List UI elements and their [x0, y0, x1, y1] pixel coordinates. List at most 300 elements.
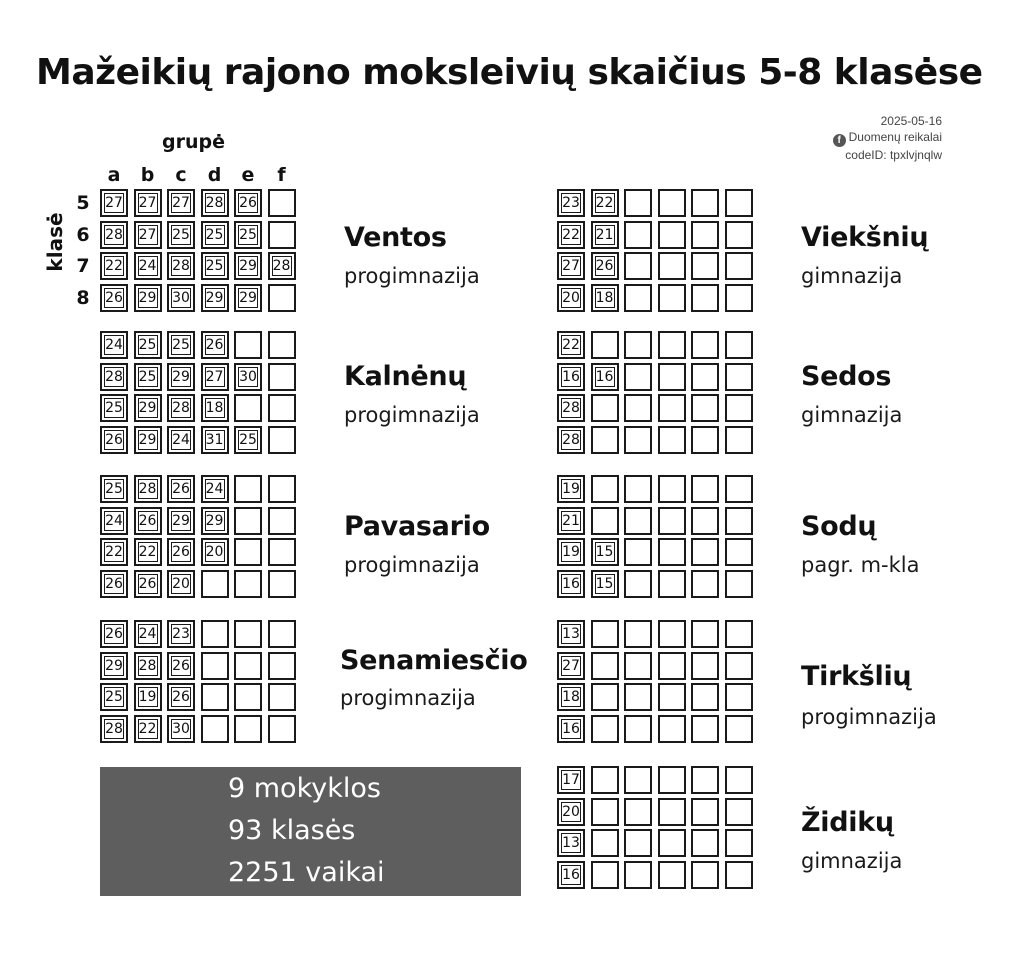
class-cell — [557, 798, 585, 826]
student-count: 28 — [138, 657, 157, 674]
school-type: gimnazija — [801, 403, 903, 427]
class-cell — [134, 331, 162, 359]
student-count: 22 — [562, 226, 580, 243]
class-cell — [591, 394, 619, 422]
group-letter-c: c — [175, 164, 187, 186]
class-cell — [167, 284, 195, 312]
class-number-6: 6 — [76, 223, 90, 246]
class-cell — [167, 620, 195, 648]
class-cell — [201, 715, 229, 743]
student-count: 27 — [562, 657, 580, 674]
credits-source-line[interactable] — [833, 129, 942, 147]
class-cell — [691, 189, 719, 217]
class-cell — [624, 221, 652, 249]
student-count: 26 — [172, 689, 190, 705]
school-name: Ventos — [344, 222, 447, 253]
credits — [833, 113, 942, 163]
class-cell — [624, 538, 652, 566]
class-cell — [725, 683, 753, 711]
student-count: 31 — [205, 431, 224, 448]
class-cell — [624, 284, 652, 312]
class-cell — [134, 284, 162, 312]
class-cell — [201, 475, 229, 503]
class-cell — [624, 652, 652, 680]
school-name: Tirkšlių — [801, 661, 912, 692]
student-count: 29 — [138, 400, 157, 416]
class-cell — [201, 284, 229, 312]
class-cell — [201, 252, 229, 280]
class-cell — [134, 715, 162, 743]
class-cell — [658, 331, 686, 359]
class-cell — [201, 331, 229, 359]
class-cell — [725, 507, 753, 535]
facebook-icon: f — [833, 134, 846, 147]
class-cell — [591, 331, 619, 359]
class-cell — [100, 570, 128, 598]
class-cell — [234, 683, 262, 711]
class-cell — [725, 766, 753, 794]
class-cell — [134, 538, 162, 566]
page-title: Mažeikių rajono moksleivių skaičius 5-8 klasėse — [36, 52, 983, 93]
class-cell — [591, 652, 619, 680]
student-count: 28 — [105, 720, 123, 737]
class-cell — [234, 475, 262, 503]
class-cell — [658, 683, 686, 711]
student-count: 22 — [138, 720, 157, 737]
summary-schools: 9 mokyklos — [228, 773, 381, 804]
class-cell — [691, 683, 719, 711]
school-type: progimnazija — [344, 403, 480, 427]
student-count: 20 — [562, 289, 580, 306]
student-count: 27 — [105, 195, 123, 211]
class-cell — [591, 829, 619, 857]
student-count: 28 — [172, 400, 190, 416]
class-cell — [725, 861, 753, 889]
class-cell — [100, 538, 128, 566]
student-count: 28 — [272, 258, 291, 274]
class-cell — [591, 475, 619, 503]
class-cell — [268, 683, 296, 711]
student-count: 16 — [562, 575, 580, 592]
class-cell — [201, 652, 229, 680]
student-count: 29 — [138, 289, 157, 306]
class-cell — [100, 475, 128, 503]
class-cell — [268, 570, 296, 598]
class-cell — [725, 252, 753, 280]
school-name: Kalnėnų — [344, 361, 467, 392]
class-cell — [691, 861, 719, 889]
class-cell — [268, 331, 296, 359]
student-count: 28 — [172, 258, 190, 274]
student-count: 15 — [595, 575, 614, 592]
class-cell — [691, 570, 719, 598]
class-cell — [268, 475, 296, 503]
class-cell — [591, 861, 619, 889]
school-type: progimnazija — [344, 553, 480, 577]
class-cell — [725, 394, 753, 422]
student-count: 23 — [562, 195, 580, 211]
class-cell — [557, 620, 585, 648]
class-cell — [100, 331, 128, 359]
class-cell — [167, 683, 195, 711]
student-count: 25 — [138, 337, 157, 353]
class-cell — [624, 331, 652, 359]
class-cell — [624, 683, 652, 711]
class-cell — [658, 426, 686, 454]
class-cell — [167, 538, 195, 566]
class-cell — [167, 363, 195, 391]
student-count: 26 — [172, 481, 190, 497]
class-cell — [658, 475, 686, 503]
class-cell — [725, 652, 753, 680]
class-cell — [658, 394, 686, 422]
class-cell — [268, 538, 296, 566]
class-cell — [557, 766, 585, 794]
student-count: 26 — [105, 289, 123, 306]
student-count: 17 — [562, 772, 580, 788]
class-cell — [134, 426, 162, 454]
student-count: 20 — [205, 544, 224, 560]
student-count: 26 — [105, 626, 123, 642]
class-cell — [167, 221, 195, 249]
class-cell — [167, 570, 195, 598]
class-cell — [167, 715, 195, 743]
class-cell — [557, 284, 585, 312]
class-cell — [624, 766, 652, 794]
class-cell — [591, 798, 619, 826]
class-cell — [557, 394, 585, 422]
class-cell — [725, 475, 753, 503]
class-cell — [268, 652, 296, 680]
class-cell — [658, 252, 686, 280]
class-cell — [691, 394, 719, 422]
class-cell — [557, 363, 585, 391]
class-cell — [234, 221, 262, 249]
student-count: 22 — [138, 544, 157, 560]
class-cell — [658, 363, 686, 391]
class-cell — [134, 189, 162, 217]
class-cell — [658, 861, 686, 889]
student-count: 28 — [138, 481, 157, 497]
class-cell — [234, 538, 262, 566]
class-cell — [658, 620, 686, 648]
class-number-7: 7 — [76, 255, 90, 277]
class-cell — [691, 766, 719, 794]
class-cell — [100, 363, 128, 391]
class-cell — [658, 570, 686, 598]
class-cell — [268, 394, 296, 422]
class-cell — [557, 538, 585, 566]
student-count: 22 — [562, 337, 580, 353]
class-cell — [691, 538, 719, 566]
school-name: Sedos — [801, 361, 892, 392]
student-count: 27 — [205, 368, 224, 385]
class-cell — [167, 426, 195, 454]
school-name: Sodų — [801, 511, 877, 542]
student-count: 24 — [138, 626, 157, 642]
class-cell — [134, 570, 162, 598]
student-count: 28 — [562, 431, 580, 448]
student-count: 29 — [205, 512, 224, 529]
class-cell — [201, 507, 229, 535]
class-cell — [234, 620, 262, 648]
student-count: 13 — [562, 626, 580, 642]
student-count: 24 — [172, 431, 190, 448]
student-count: 13 — [562, 835, 580, 851]
class-cell — [691, 221, 719, 249]
class-cell — [100, 426, 128, 454]
class-cell — [624, 475, 652, 503]
class-cell — [725, 363, 753, 391]
summary-classes: 93 klasės — [228, 815, 356, 846]
class-cell — [624, 252, 652, 280]
student-count: 26 — [172, 544, 190, 560]
class-cell — [591, 426, 619, 454]
class-cell — [201, 683, 229, 711]
class-cell — [725, 221, 753, 249]
student-count: 26 — [138, 575, 157, 592]
class-cell — [725, 331, 753, 359]
class-cell — [167, 331, 195, 359]
class-cell — [725, 426, 753, 454]
class-axis-label: klasė — [43, 212, 67, 272]
student-count: 18 — [205, 400, 224, 416]
student-count: 19 — [562, 544, 580, 560]
class-cell — [624, 861, 652, 889]
class-cell — [591, 715, 619, 743]
class-cell — [100, 221, 128, 249]
class-cell — [234, 570, 262, 598]
class-cell — [691, 252, 719, 280]
class-cell — [234, 252, 262, 280]
student-count: 23 — [172, 626, 190, 642]
class-cell — [167, 507, 195, 535]
class-cell — [658, 766, 686, 794]
class-cell — [201, 221, 229, 249]
student-count: 24 — [205, 481, 224, 497]
student-count: 22 — [105, 544, 123, 560]
class-cell — [591, 538, 619, 566]
class-cell — [658, 189, 686, 217]
class-cell — [557, 252, 585, 280]
summary-children: 2251 vaikai — [228, 857, 385, 888]
student-count: 29 — [239, 258, 257, 274]
summary-box — [100, 767, 521, 896]
class-cell — [591, 252, 619, 280]
class-cell — [591, 766, 619, 794]
student-count: 30 — [239, 368, 257, 385]
class-cell — [658, 829, 686, 857]
class-cell — [201, 394, 229, 422]
student-count: 25 — [105, 481, 123, 497]
class-cell — [591, 363, 619, 391]
student-count: 26 — [205, 337, 224, 353]
credits-code: codeID: tpxlvjnqlw — [845, 148, 942, 162]
class-cell — [557, 652, 585, 680]
student-count: 26 — [105, 431, 123, 448]
student-count: 29 — [239, 289, 257, 306]
class-cell — [134, 683, 162, 711]
class-cell — [658, 221, 686, 249]
class-cell — [624, 426, 652, 454]
class-cell — [624, 798, 652, 826]
class-cell — [691, 363, 719, 391]
class-cell — [134, 507, 162, 535]
class-cell — [100, 715, 128, 743]
class-cell — [658, 284, 686, 312]
class-cell — [167, 189, 195, 217]
class-cell — [725, 798, 753, 826]
class-cell — [167, 394, 195, 422]
student-count: 26 — [138, 512, 157, 529]
class-cell — [557, 683, 585, 711]
class-cell — [691, 798, 719, 826]
school-type: progimnazija — [801, 705, 937, 729]
class-cell — [557, 715, 585, 743]
student-count: 28 — [105, 368, 123, 385]
class-cell — [557, 475, 585, 503]
student-count: 16 — [595, 368, 614, 385]
class-cell — [624, 394, 652, 422]
student-count: 28 — [205, 195, 224, 211]
class-cell — [234, 507, 262, 535]
class-cell — [557, 221, 585, 249]
credits-date: 2025-05-16 — [880, 114, 942, 128]
class-cell — [658, 538, 686, 566]
class-cell — [624, 363, 652, 391]
credits-source: Duomenų reikalai — [848, 130, 942, 144]
student-count: 20 — [562, 803, 580, 820]
student-count: 16 — [562, 720, 580, 737]
group-letter-d: d — [207, 164, 222, 186]
class-cell — [268, 363, 296, 391]
class-cell — [134, 620, 162, 648]
student-count: 26 — [172, 657, 190, 674]
class-cell — [234, 189, 262, 217]
class-cell — [201, 189, 229, 217]
group-axis-label: grupė — [162, 131, 225, 153]
class-cell — [624, 620, 652, 648]
class-cell — [725, 829, 753, 857]
student-count: 20 — [172, 575, 190, 592]
student-count: 28 — [105, 226, 123, 243]
group-letter-b: b — [140, 164, 155, 186]
student-count: 25 — [205, 258, 224, 274]
class-cell — [201, 570, 229, 598]
class-cell — [268, 507, 296, 535]
class-cell — [624, 715, 652, 743]
student-count: 30 — [172, 720, 190, 737]
student-count: 16 — [562, 866, 580, 883]
class-cell — [167, 652, 195, 680]
student-count: 25 — [105, 400, 123, 416]
student-count: 25 — [205, 226, 224, 243]
class-cell — [591, 284, 619, 312]
class-cell — [234, 363, 262, 391]
class-cell — [557, 507, 585, 535]
school-type: progimnazija — [344, 264, 480, 288]
student-count: 15 — [595, 544, 614, 560]
student-count: 27 — [562, 258, 580, 274]
student-count: 21 — [562, 512, 580, 529]
class-cell — [725, 715, 753, 743]
class-cell — [691, 284, 719, 312]
class-cell — [100, 252, 128, 280]
class-cell — [591, 620, 619, 648]
student-count: 27 — [138, 226, 157, 243]
class-cell — [691, 331, 719, 359]
class-cell — [234, 426, 262, 454]
class-cell — [234, 652, 262, 680]
class-cell — [100, 652, 128, 680]
class-cell — [234, 394, 262, 422]
class-cell — [691, 475, 719, 503]
class-cell — [268, 221, 296, 249]
class-cell — [591, 221, 619, 249]
group-letter-e: e — [241, 164, 255, 186]
class-cell — [134, 394, 162, 422]
class-cell — [134, 221, 162, 249]
class-cell — [725, 570, 753, 598]
group-letter-f: f — [277, 164, 286, 186]
class-cell — [624, 570, 652, 598]
class-cell — [725, 284, 753, 312]
class-cell — [100, 394, 128, 422]
class-cell — [201, 363, 229, 391]
student-count: 29 — [105, 657, 123, 674]
class-cell — [557, 829, 585, 857]
class-cell — [691, 507, 719, 535]
class-cell — [100, 189, 128, 217]
class-cell — [725, 620, 753, 648]
class-cell — [557, 570, 585, 598]
class-cell — [201, 538, 229, 566]
class-number-5: 5 — [76, 192, 90, 214]
school-type: gimnazija — [801, 849, 903, 873]
class-cell — [557, 331, 585, 359]
student-count: 29 — [205, 289, 224, 306]
class-cell — [268, 715, 296, 743]
class-cell — [691, 426, 719, 454]
class-number-8: 8 — [76, 286, 90, 309]
class-cell — [167, 475, 195, 503]
class-cell — [591, 570, 619, 598]
class-cell — [134, 363, 162, 391]
student-count: 18 — [562, 689, 580, 705]
class-cell — [691, 652, 719, 680]
student-count: 25 — [138, 368, 157, 385]
student-count: 24 — [138, 258, 157, 274]
student-count: 24 — [105, 512, 123, 529]
class-cell — [234, 284, 262, 312]
class-cell — [557, 189, 585, 217]
student-count: 25 — [172, 226, 190, 243]
class-cell — [591, 683, 619, 711]
student-count: 22 — [105, 258, 123, 274]
school-name: Pavasario — [344, 511, 490, 542]
student-count: 25 — [239, 431, 257, 448]
class-cell — [268, 252, 296, 280]
class-cell — [201, 426, 229, 454]
class-cell — [658, 652, 686, 680]
class-cell — [234, 331, 262, 359]
student-count: 22 — [595, 195, 614, 211]
school-type: gimnazija — [801, 264, 903, 288]
student-count: 26 — [239, 195, 257, 211]
class-cell — [591, 507, 619, 535]
class-cell — [658, 507, 686, 535]
class-cell — [100, 284, 128, 312]
